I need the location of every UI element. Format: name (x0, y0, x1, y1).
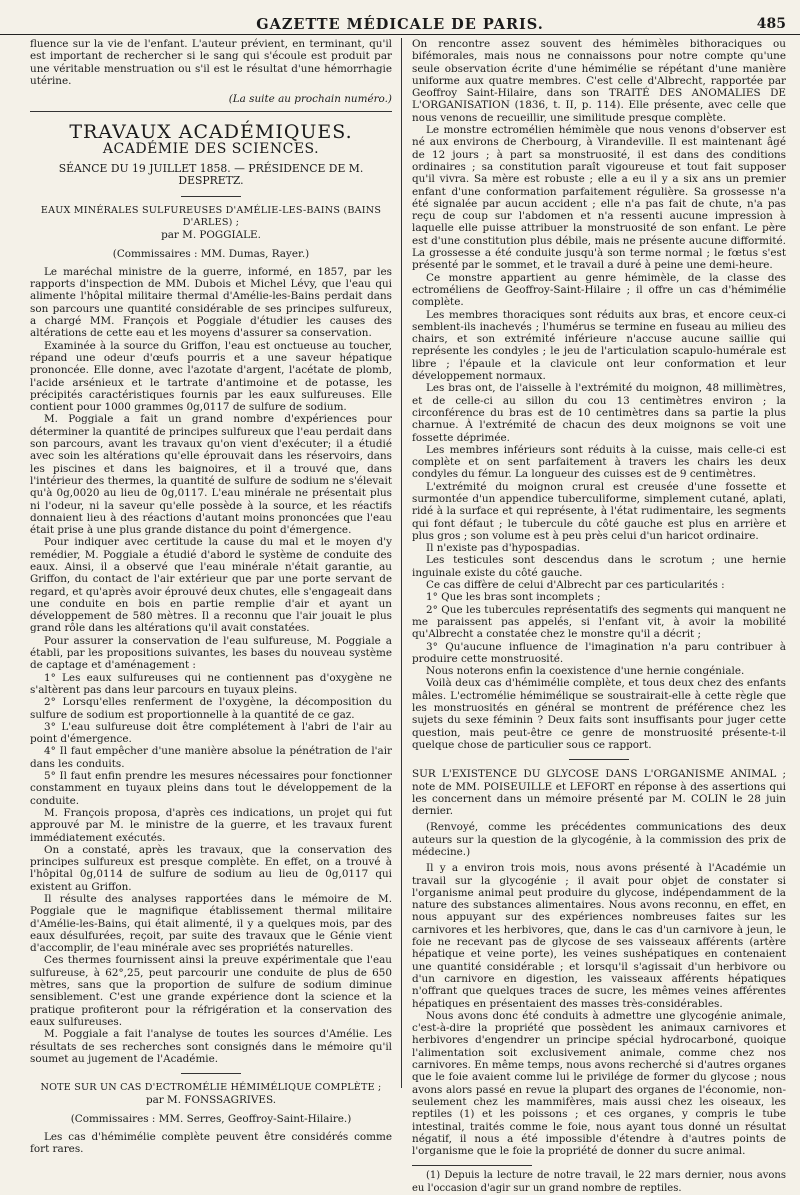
paragraph: Le maréchal ministre de la guerre, informé, en 1857, par les rapports d'inspection de MM. Dubois et Michel Lévy, que l'eau qui alimente l'hôpital militaire thermal d'Amélie-les-Bains perdait dans son parcours une quantité considérable de ses principes sulfureux, a chargé MM. François et Poggiale d'étudier les causes des altérations de cette eau et les moyens d'assurer sa conservation. (30, 265, 392, 340)
paragraph: Les testicules sont descendus dans le scrotum ; une hernie inguinale existe du côté gauche. (412, 554, 786, 579)
paragraph: Examinée à la source du Griffon, l'eau est onctueuse au toucher, répand une odeur d'œufs pourris et a une saveur hépatique prononcée. Elle donne, avec l'azotate d'argent, l'acétate de plomb, l'acide arsénieux et le tartrate d'antimoine et de potasse, les précipités caractéristiques fournis par les eaux sulfureuses. Elle contient pour 1000 grammes 0g,0117 de sulfure de sodium. (30, 339, 392, 414)
column-divider (401, 38, 402, 1088)
running-title: GAZETTE MÉDICALE DE PARIS. (256, 16, 544, 33)
short-divider (181, 1073, 241, 1074)
list-item: 5° Il faut enfin prendre les mesures nécessaires pour fonctionner constamment en tuyaux pleins dans tout le développement de la conduite. (30, 770, 392, 807)
paragraph: Nous avons donc été conduits à admettre une glycogénie animale, c'est-à-dire la propriété que possèdent les animaux carnivores et herbivores d'engendrer un principe spécial hydrocarboné, quoique l'alimentation soit exclusivement animale, comme chez nos carnivores. En même temps, nous avons recherché si d'autres organes que le foie avaient comme lui le privilége de former du glycose ; nous avons alors passé en revue la plupart des organes de l'économie, non-seulement chez les mammifères, mais aussi chez les oiseaux, les reptiles (1) et les poissons ; et ces organes, y compris le tube intestinal, traités comme le foie, nous ayant tous donné un résultat négatif, il nous a été impossible d'étendre à d'autres points de l'organisme que le foie la propriété de donner du sucre animal. (412, 1009, 786, 1158)
referral-note: (Renvoyé, comme les précédentes communications des deux auteurs sur la question de la glycogénie, à la commission des prix de médecine.) (412, 821, 786, 858)
article-title: NOTE SUR UN CAS D'ECTROMÉLIE HÉMIMÉLIQUE COMPLÈTE ; (40, 1082, 382, 1094)
commissioners: (Commissaires : MM. Serres, Geoffroy-Saint-Hilaire.) (70, 1112, 352, 1125)
short-divider (569, 759, 629, 760)
paragraph: Il résulte des analyses rapportées dans le mémoire de M. Poggiale que le magnifique établissement thermal militaire d'Amélie-les-Bains, qui était alimenté, il y a quelques mois, par des eaux désulfurées, reçoit, par suite des travaux que le Génie vient d'accomplir, de l'eau minérale avec ses propriétés naturelles. (30, 893, 392, 955)
session-line: SÉANCE DU 19 JUILLET 1858. — PRÉSIDENCE DE M. DESPRETZ. (58, 162, 364, 188)
divider (30, 111, 392, 112)
paragraph: Le monstre ectromélien hémimèle que nous venons d'observer est né aux environs de Cherbourg, à Virandeville. Il est maintenant âgé de 12 jours ; à part sa monstruosité, il est dans des conditions ordinaires ; sa constitution paraît vigoureuse et tout fait supposer qu'il vivra. Sa mère est robuste ; elle a eu il y a six ans un premier enfant d'une conformation parfaitement régulière. Sa grossesse n'a été signalée par aucun accident ; elle n'a pas fait de chute, n'a pas reçu de coup sur l'abdomen et n'a ressenti aucune impression à laquelle elle puisse attribuer la monstruosité de son enfant. Le père est d'une constitution plus débile, mais ne présente aucune difformité. La grossesse a été conduite jusqu'à son terme normal ; le fœtus s'est présenté par le sommet, et le travail a duré à peine une demi-heure. (412, 124, 786, 272)
paragraph: M. François proposa, d'après ces indications, un projet qui fut approuvé par M. le ministre de la guerre, et les travaux furent immédiatement exécutés. (30, 806, 392, 844)
paragraph: Pour indiquer avec certitude la cause du mal et le moyen d'y remédier, M. Poggiale a étudié d'abord le système de conduite des eaux. Ainsi, il a observé que l'eau minérale n'était garantie, au Griffon, du contact de l'air extérieur que par une porte servant de regard, et qu'après avoir éprouvé deux chutes, elle s'engageait dans une conduite en bois en partie remplie d'air et ayant un développement de 580 mètres. Il a reconnu que l'air jouait le plus grand rôle dans les altérations qu'il avait constatées. (30, 536, 392, 635)
left-column (30, 38, 392, 1156)
footnote: (1) Depuis la lecture de notre travail, le 22 mars dernier, nous avons eu l'occasion d'agir sur un grand nombre de reptiles. (412, 1170, 786, 1194)
subsection-title: ACADÉMIE DES SCIENCES. (102, 140, 320, 157)
paragraph: Les membres thoraciques sont réduits aux bras, et encore ceux-ci semblent-ils inachevés ; l'humérus se termine en fuseau au milieu des chairs, et son extrémité inférieure n'accuse aucune saillie qui représente les condyles ; le jeu de l'articulation scapulo-humérale est libre ; l'épaule et la clavicule ont leur conformation et leur développement normaux. (412, 308, 786, 383)
right-column (412, 38, 786, 1194)
page-number: 485 (756, 16, 786, 32)
section-title: TRAVAUX ACADÉMIQUES. (69, 121, 353, 144)
article-author: par M. FONSSAGRIVES. (145, 1094, 277, 1107)
paragraph: M. Poggiale a fait un grand nombre d'expériences pour déterminer la quantité de principes sulfureux que l'eau perdait dans son parcours, avant les travaux qu'on vient d'exécuter; il a étudié avec soin les altérations qu'elle éprouvait dans les réservoirs, dans les piscines et dans les baignoires, et il a trouvé que, dans l'intérieur des thermes, la quantité de sulfure de sodium ne s'élevait qu'à 0g,0020 au lieu de 0g,0117. L'eau minérale ne présentait plus ni l'odeur, ni la saveur qu'elle possède à la source, et les réactifs donnaient lieu à des réactions d'autant moins prononcées que l'eau était prise à une plus grande distance du point d'émergence. (30, 413, 392, 537)
list-item: 4° Il faut empêcher d'une manière absolue la pénétration de l'air dans les conduits. (30, 745, 392, 770)
article-title: EAUX MINÉRALES SULFUREUSES D'AMÉLIE-LES-BAINS (BAINS D'ARLES) ; (40, 204, 382, 228)
paragraph: Ce cas diffère de celui d'Albrecht par ces particularités : (426, 579, 725, 592)
continued-note: (La suite au prochain numéro.) (228, 93, 392, 106)
paragraph: Les membres inférieurs sont réduits à la cuisse, mais celle-ci est complète et on sent parfaitement à travers les chairs les deux condyles du fémur. La longueur des cuisses est de 9 centimètres. (412, 443, 786, 481)
list-item: 1° Que les bras sont incomplets ; (426, 591, 601, 604)
paragraph: Nous noterons enfin la coexistence d'une hernie congéniale. (426, 665, 745, 678)
list-item: 3° Qu'aucune influence de l'imagination n'a paru contribuer à produire cette monstruosité. (412, 640, 786, 665)
paragraph: Pour assurer la conservation de l'eau sulfureuse, M. Poggiale a établi, par les propositions suivantes, les bases du nouveau système de captage et d'aménagement : (30, 634, 392, 672)
paragraph: Il n'existe pas d'hypospadias. (426, 542, 581, 555)
paragraph: Voilà deux cas d'hémimélie complète, et tous deux chez des enfants mâles. L'ectromélie hémimélique se soustrairait-elle à cette règle que les monstruosités en général se montrent de préférence chez les sujets du sexe féminin ? Deux faits sont insuffisants pour juger cette question, mais peut-être ce genre de monstruosité présente-t-il quelque chose de particulier sous ce rapport. (412, 677, 786, 751)
paragraph: Les bras ont, de l'aisselle à l'extrémité du moignon, 48 millimètres, et de celle-ci au sillon du cou 13 centimètres environ ; la circonférence du bras est de 10 centimètres dans sa partie la plus charnue. À l'extrémité de chacun des deux moignons se voit une fossette déprimée. (412, 382, 786, 444)
paragraph: Il y a environ trois mois, nous avons présenté à l'Académie un travail sur la glycogénie ; il avait pour objet de constater si l'organisme animal peut produire du glycose, indépendamment de la nature des substances alimentaires. Nous avons reconnu, en effet, en nous appuyant sur des expériences nombreuses faites sur les carnivores et les herbivores, que, dans le cas d'un carnivore à jeun, le foie ne recevant pas de glycose de ses vaisseaux afférents (artère hépatique et veine porte), les veines sushépatiques en contenaient une quantité considérable ; et lorsqu'il s'agissait d'un herbivore ou d'un carnivore en digestion, les vaisseaux afférents hépatiques n'offrant que quelques traces de sucre, les mêmes veines afférentes hépatiques en présentaient des masses très-considérables. (412, 862, 786, 1010)
footnote-rule (412, 1165, 532, 1166)
list-item: 1° Les eaux sulfureuses qui ne contiennent pas d'oxygène ne s'altèrent pas dans leur parcours en tuyaux pleins. (30, 671, 392, 696)
paragraph: On rencontre assez souvent des hémimèles bithoraciques ou bifémorales, mais nous ne connaissons pour notre compte qu'une seule observation écrite d'une hémimélie se répétant d'une manière uniforme aux quatre membres. C'est celle d'Albrecht, rapportée par Geoffroy Saint-Hilaire, dans son TRAITÉ DES ANOMALIES DE L'ORGANISATION (1836, t. II, p. 114). Elle présente, avec celle que nous venons de recueillir, une similitude presque complète. (412, 38, 786, 124)
article-title: SUR L'EXISTENCE DU GLYCOSE DANS L'ORGANISME ANIMAL ; note de MM. POISEUILLE et LEFORT en réponse à des assertions qui les concernent dans un mémoire présenté par M. COLIN le 28 juin dernier. (412, 768, 786, 818)
page-header (0, 14, 800, 35)
paragraph: On a constaté, après les travaux, que la conservation des principes sulfureux est presque complète. En effet, on a trouvé à l'hôpital 0g,0114 de sulfure de sodium au lieu de 0g,0117 qui existent au Griffon. (30, 843, 392, 893)
list-item: 2° Lorsqu'elles renferment de l'oxygène, la décomposition du sulfure de sodium est proportionnelle à la quantité de ce gaz. (30, 696, 392, 721)
paragraph: Ce monstre appartient au genre hémimèle, de la classe des ectroméliens de Geoffroy-Saint-Hilaire ; il offre un cas d'hémimélie complète. (412, 271, 786, 309)
paragraph: Les cas d'hémimélie complète peuvent être considérés comme fort rares. (30, 1131, 392, 1156)
article-author: par M. POGGIALE. (161, 229, 261, 242)
continued-paragraph: fluence sur la vie de l'enfant. L'auteur prévient, en terminant, qu'il est important de rechercher si le sang qui s'écoule est produit par une véritable menstruation ou s'il est le résultat d'une hémorrhagie utérine. (30, 38, 392, 87)
list-item: 2° Que les tubercules représentatifs des segments qui manquent ne me paraissent pas appelés, si l'enfant vit, à avoir la mobilité qu'Albrecht a constatée chez le monstre qu'il a décrit ; (412, 603, 786, 641)
paragraph: M. Poggiale a fait l'analyse de toutes les sources d'Amélie. Les résultats de ses recherches sont consignés dans le mémoire qu'il soumet au jugement de l'Académie. (30, 1028, 392, 1065)
commissioners: (Commissaires : MM. Dumas, Rayer.) (112, 247, 310, 260)
short-divider (181, 196, 241, 197)
list-item: 3° L'eau sulfureuse doit être complétement à l'abri de l'air au point d'émergence. (30, 720, 392, 746)
paragraph: Ces thermes fournissent ainsi la preuve expérimentale que l'eau sulfureuse, à 62°,25, peut parcourir une conduite de plus de 650 mètres, sans que la proportion de sulfure de sodium diminue sensiblement. C'est une grande expérience dont la science et la pratique profiteront pour la réfrigération et la conservation des eaux sulfureuses. (30, 954, 392, 1028)
paragraph: L'extrémité du moignon crural est creusée d'une fossette et surmontée d'un appendice tuberculiforme, simplement cutané, aplati, ridé à la surface et qui représente, à l'état rudimentaire, les segments qui font défaut ; le tubercule du côté gauche est plus en arrière et plus gros ; son volume est à peu près celui d'un haricot ordinaire. (412, 480, 786, 542)
